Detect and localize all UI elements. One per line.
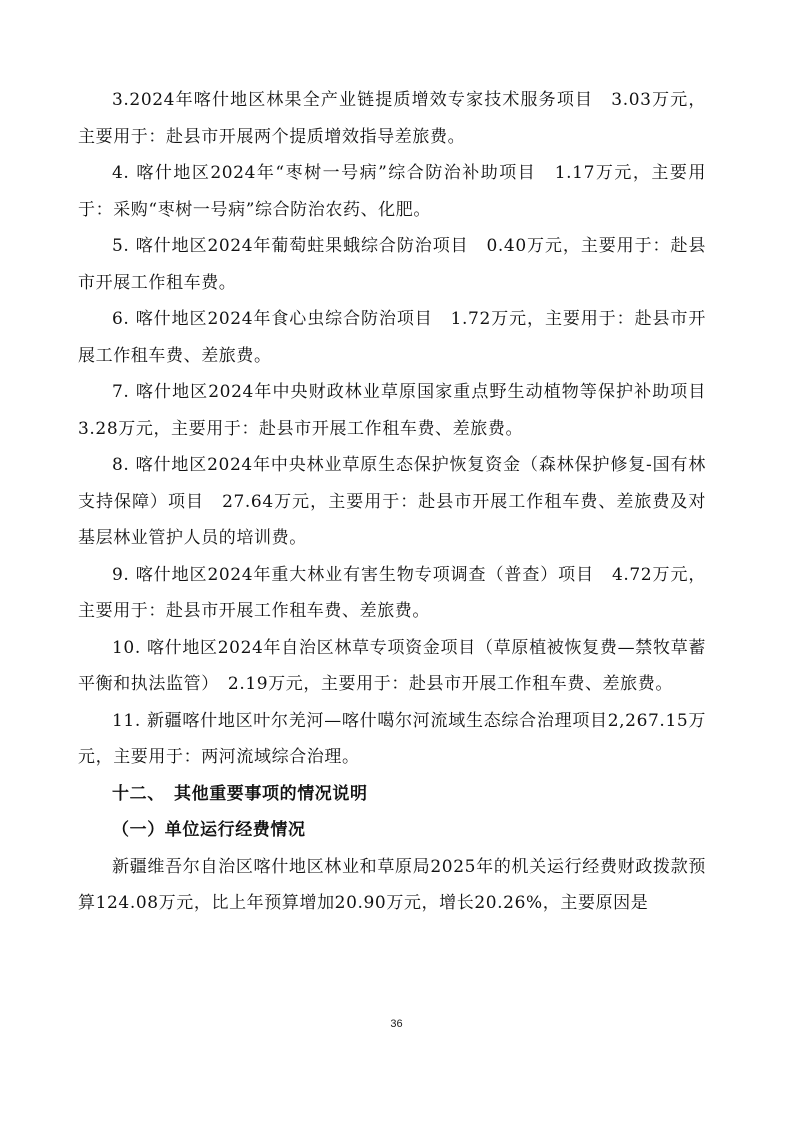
paragraph-item-10: 10. 喀什地区2024年自治区林草专项资金项目（草原植被恢复费—禁牧草蓄平衡和执法监管） 2.19万元，主要用于：赴县市开展工作租车费、差旅费。 [78, 637, 706, 694]
operating-expense-paragraph: 新疆维吾尔自治区喀什地区林业和草原局2025年的机关运行经费财政拨款预算124.08万元，比上年预算增加20.90万元，增长20.26%，主要原因是 [78, 856, 706, 913]
paragraph-item-7: 7. 喀什地区2024年中央财政林业草原国家重点野生动植物等保护补助项目 3.28万元，主要用于：赴县市开展工作租车费、差旅费。 [78, 382, 724, 439]
paragraph-item-3: 3.2024年喀什地区林果全产业链提质增效专家技术服务项目 3.03万元，主要用于：赴县市开展两个提质增效指导差旅费。 [78, 90, 706, 147]
subsection-heading: （一）单位运行经费情况 [112, 820, 306, 840]
section-title: 其他重要事项的情况说明 [174, 783, 368, 804]
paragraph-item-5: 5. 喀什地区2024年葡萄蛀果蛾综合防治项目 0.40万元，主要用于：赴县市开展工作租车费。 [78, 236, 706, 293]
paragraph-item-8: 8. 喀什地区2024年中央林业草原生态保护恢复资金（森林保护修复-国有林支持保障）项目 27.64万元，主要用于：赴县市开展工作租车费、差旅费及对基层林业管护人员的培训费。 [78, 455, 706, 548]
page-number: 36 [390, 1018, 403, 1030]
section-heading [78, 776, 706, 813]
paragraph-item-6: 6. 喀什地区2024年食心虫综合防治项目 1.72万元，主要用于：赴县市开展工作租车费、差旅费。 [78, 309, 706, 366]
document-body [78, 82, 724, 922]
paragraph-item-11: 11. 新疆喀什地区叶尔羌河—喀什噶尔河流域生态综合治理项目2,267.15万元，主要用于：两河流域综合治理。 [78, 710, 706, 767]
section-number: 十二、 [112, 783, 165, 804]
paragraph-item-4: 4. 喀什地区2024年“枣树一号病”综合防治补助项目 1.17万元，主要用于：采购“枣树一号病”综合防治农药、化肥。 [78, 163, 706, 220]
paragraph-item-9: 9. 喀什地区2024年重大林业有害生物专项调查（普查）项目 4.72万元，主要用于：赴县市开展工作租车费、差旅费。 [78, 564, 706, 621]
